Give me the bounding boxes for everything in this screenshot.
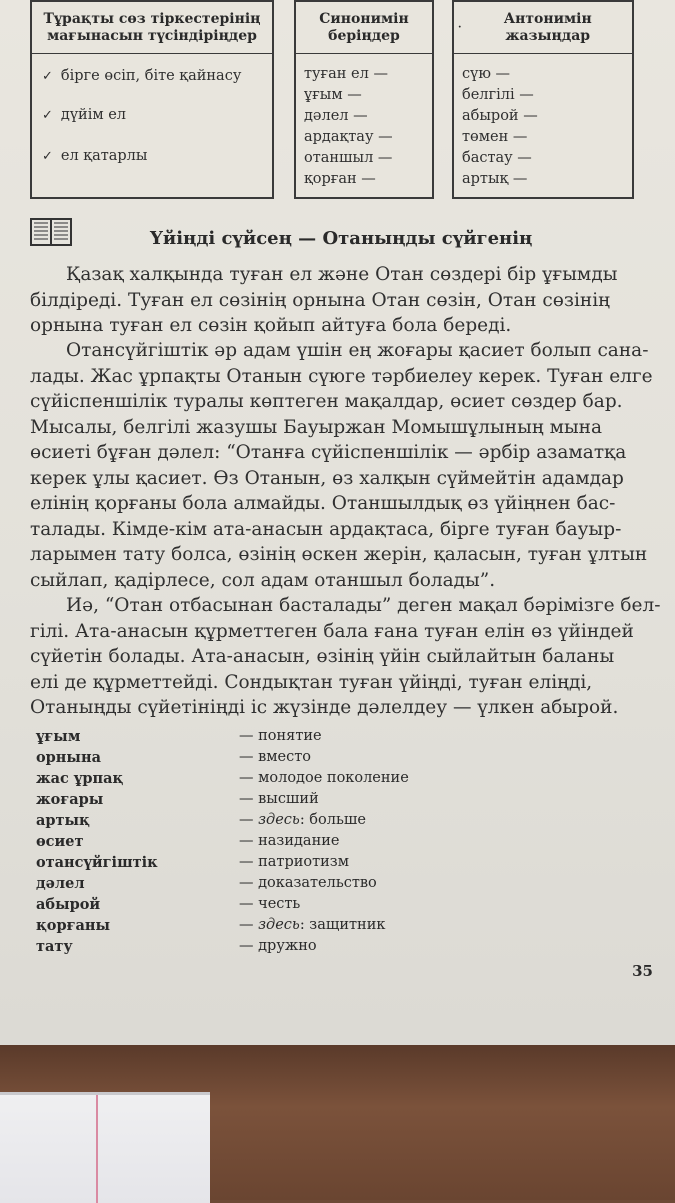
vocab-row: жас ұрпақ — молодое поколение (36, 770, 409, 787)
synonyms-table-header: Синонимін беріңдер (296, 2, 432, 54)
checkmark-icon: ✓ (42, 149, 53, 164)
checkmark-icon: ✓ (42, 69, 53, 84)
antonyms-table-header: · Антонимін жазыңдар (454, 2, 632, 54)
synonym-item: ардақтау — (304, 129, 393, 145)
antonyms-table (452, 0, 634, 199)
notebook-margin-line (96, 1095, 98, 1203)
synonyms-table (294, 0, 434, 199)
antonym-item: бастау — (462, 150, 532, 166)
synonym-item: дәлел — (304, 108, 368, 124)
antonym-item: белгілі — (462, 87, 534, 103)
idiom-item: ✓ дүйім ел (42, 107, 127, 123)
synonyms-list (296, 54, 432, 190)
synonym-item: отаншыл — (304, 150, 393, 166)
antonym-item: сүю — (462, 66, 511, 82)
idioms-table-header: Тұрақты сөз тіркестерінің мағынасын түсіндіріңдер (32, 2, 272, 54)
antonym-item: абырой — (462, 108, 538, 124)
paragraph-3: Иә, “Отан отбасынан басталады” деген мақал бәрімізге бел- гілі. Ата-анасын құрметтеген бала ғана туған елін өз үйіндей сүйетін болады. Ата-анасын, өзінің үйін сыйлайтын баланы елі де құрметтейді. Сондықтан туған үйіңді, туған еліңді, Отаныңды сүйетініңді іс жүзінде дәлелдеу — үлкен абырой. (30, 595, 661, 718)
vocab-row: ұғым — понятие (36, 728, 322, 745)
open-book-icon (30, 218, 72, 246)
idiom-item: ✓ ел қатарлы (42, 148, 148, 164)
vocab-row: дәлел — доказательство (36, 875, 377, 892)
synonym-item: қорған — (304, 171, 376, 187)
idiom-item: ✓ бірге өсіп, біте қайнасу (42, 68, 242, 84)
idioms-table (30, 0, 274, 199)
section-heading: Үйіңді сүйсең — Отаныңды сүйгенің (150, 228, 533, 249)
paragraph-1: Қазақ халқында туған ел және Отан сөздері бір ұғымды білдіреді. Туған ел сөзінің орнына Отан сөзін, Отан сөзінің орнына туған ел сөзін қойып айтуға бола береді. (30, 264, 618, 336)
synonym-item: ұғым — (304, 87, 362, 103)
vocab-row: қорғаны — здесь: защитник (36, 917, 386, 934)
vocab-row: жоғары — высший (36, 791, 319, 808)
antonyms-list (454, 54, 632, 190)
vocab-row: орнына — вместо (36, 749, 312, 766)
vocab-row: абырой — честь (36, 896, 301, 913)
vocab-row: отансүйгіштік — патриотизм (36, 854, 349, 871)
vocab-row: тату — дружно (36, 938, 317, 955)
paragraph-2: Отансүйгіштік әр адам үшін ең жоғары қасиет болып сана- лады. Жас ұрпақты Отанын сүюге тәрбиелеу керек. Туған елге сүйіспеншілік туралы көптеген мақалдар, өсиет сөздер бар. Мысалы, белгілі жазушы Бауыржан Момышұлының мына өсиеті бұған дәлел: “Отанға сүйіспеншілік — әрбір азаматқа керек ұлы қасиет. Өз Отанын, өз халқын сүймейтін адамдар елінің қорғаны бола алмайды. Отаншылдық өз үйіңнен бас- талады. Кімде-кім ата-анасын ардақтаса, бірге туған бауыр- ларымен тату болса, өзінің өскен жерін, қаласын, туған ұлтын сыйлап, қадірлесе, сол адам отаншыл болады”. (30, 340, 653, 591)
checkmark-icon: ✓ (42, 108, 53, 123)
vocab-row: артық — здесь: больше (36, 812, 366, 829)
vocabulary-list (36, 728, 456, 959)
synonym-item: туған ел — (304, 66, 388, 82)
vocab-row: өсиет — назидание (36, 833, 340, 850)
page-number: 35 (632, 962, 653, 980)
notebook-corner (0, 1092, 210, 1203)
antonym-item: төмен — (462, 129, 528, 145)
antonym-item: артық — (462, 171, 528, 187)
